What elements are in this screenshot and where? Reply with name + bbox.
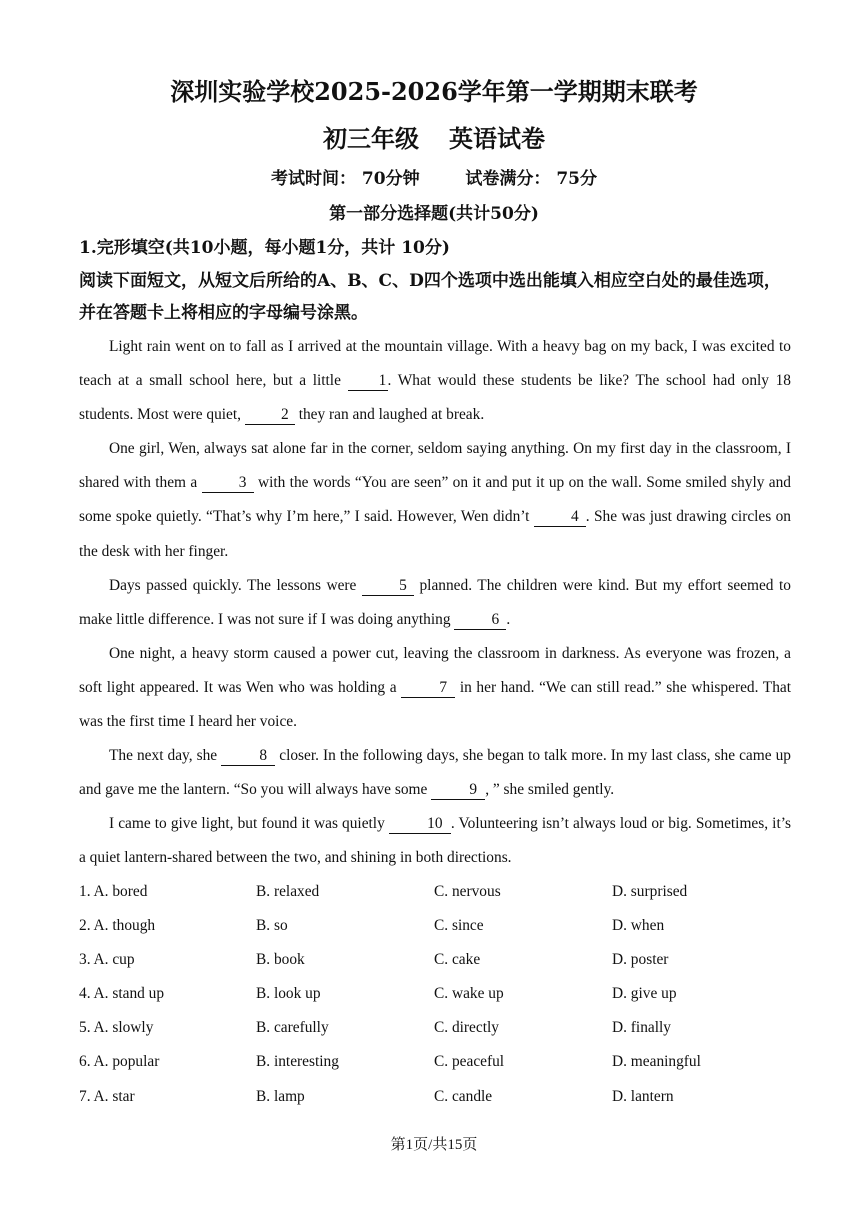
option-d: D. give up — [612, 985, 677, 1003]
option-d: D. poster — [612, 951, 669, 969]
option-c: C. directly — [434, 1019, 499, 1037]
time-label: 考试时间： — [270, 169, 356, 189]
blank-4: 4 — [534, 508, 586, 527]
option-b: B. book — [256, 951, 305, 969]
option-b: B. relaxed — [256, 883, 320, 900]
passage-text: . What would these students be like? The school had only 18 students. Most were quiet, — [79, 372, 791, 424]
option-b: B. so — [256, 917, 288, 935]
option-a: 4. A. stand up — [79, 985, 165, 1003]
option-row — [79, 1045, 791, 1079]
blank-7: 7 — [401, 679, 455, 698]
passage-text: Light rain went on to fall as I arrived at the mountain village. With a heavy bag on my back, I was excited to teach at a small school here, but a little — [79, 338, 791, 390]
option-c: C. cake — [434, 951, 481, 969]
passage-text: . She was just drawing circles on the desk with her finger. — [79, 508, 791, 560]
passage-text: with the words “You are seen” on it and put it up on the wall. Some smiled shyly and some spoke quietly. “That’s why I’m here,” I said. However, Wen didn’t — [79, 474, 791, 526]
option-a: 6. A. popular — [79, 1053, 160, 1071]
option-d: D. surprised — [612, 883, 688, 900]
option-row — [79, 909, 791, 943]
passage-paragraph — [79, 637, 791, 739]
passage-paragraph — [79, 569, 791, 637]
passage-text: One girl, Wen, always sat alone far in the corner, seldom saying anything. On my first day in the classroom, I shared with them a — [79, 440, 791, 492]
blank-2: 2 — [245, 406, 295, 425]
exam-title: 深圳实验学校2025-2026学年第一学期期末联考 — [170, 77, 698, 106]
option-c: C. since — [434, 917, 484, 935]
option-d: D. lantern — [612, 1087, 674, 1105]
option-a: 5. A. slowly — [79, 1019, 154, 1037]
option-row — [79, 977, 791, 1011]
grade-label: 初三年级 — [323, 124, 419, 153]
exam-subtitle — [0, 119, 868, 154]
passage-text: in her hand. “We can still read.” she whispered. That was the first time I heard her voice. — [79, 678, 791, 731]
option-row — [79, 875, 791, 909]
section-heading: 1.完形填空(共10小题，每小题1分，共计 10分) — [79, 238, 450, 258]
option-c: C. wake up — [434, 985, 504, 1003]
passage-paragraph — [79, 739, 791, 807]
score-value: 75分 — [556, 169, 598, 189]
option-d: D. finally — [612, 1019, 671, 1037]
option-c: C. nervous — [434, 883, 501, 900]
cloze-passage — [79, 330, 791, 876]
passage-text: The next day, she — [109, 747, 222, 765]
option-row — [79, 943, 791, 977]
page-number: 第1页/共15页 — [390, 1137, 478, 1153]
option-d: D. meaningful — [612, 1053, 701, 1071]
score-label: 试卷满分： — [465, 169, 551, 189]
option-d: D. when — [612, 917, 665, 935]
blank-8: 8 — [221, 747, 275, 766]
option-b: B. interesting — [256, 1053, 339, 1071]
option-b: B. look up — [256, 985, 321, 1003]
option-b: B. carefully — [256, 1019, 329, 1037]
time-value: 70分钟 — [361, 169, 420, 189]
passage-paragraph — [79, 807, 791, 875]
option-a: 7. A. star — [79, 1087, 135, 1105]
blank-10: 10 — [389, 815, 451, 834]
option-c: C. peaceful — [434, 1053, 505, 1071]
passage-text: . — [506, 610, 511, 628]
passage-text: Days passed quickly. The lessons were — [109, 576, 362, 594]
blank-3: 3 — [202, 474, 254, 493]
passage-text: I came to give light, but found it was quietly — [109, 815, 389, 833]
passage-text: planned. The children were kind. But my effort seemed to make little difference. I was not sure if I was doing anything — [79, 576, 792, 628]
option-a: 3. A. cup — [79, 951, 135, 969]
blank-5: 5 — [362, 577, 414, 596]
part-title: 第一部分选择题(共计50分) — [329, 204, 539, 224]
passage-text: One night, a heavy storm caused a power cut, leaving the classroom in darkness. As everyone was frozen, a soft light appeared. It was Wen who was holding a — [79, 644, 791, 696]
option-a: 1. A. bored — [79, 883, 148, 900]
option-row — [79, 1080, 791, 1114]
option-b: B. lamp — [256, 1087, 305, 1105]
passage-text: they ran and laughed at break. — [294, 406, 485, 424]
option-a: 2. A. though — [79, 917, 156, 935]
option-row — [79, 1011, 791, 1045]
answer-options — [79, 875, 791, 1114]
blank-6: 6 — [454, 611, 506, 630]
subject-label: 英语试卷 — [449, 124, 545, 153]
passage-text: . Volunteering isn’t always loud or big. Sometimes, it’s a quiet lantern-shared between the two, and shining in both directions. — [79, 815, 791, 867]
passage-paragraph — [79, 432, 791, 568]
option-c: C. candle — [434, 1087, 493, 1105]
section-instruction: 阅读下面短文，从短文后所给的A、B、C、D四个选项中选出能填入相应空白处的最佳选项，并在答题卡上将相应的字母编号涂黑。 — [79, 271, 781, 323]
passage-text: , ” she smiled gently. — [485, 781, 615, 799]
passage-text: closer. In the following days, she began to talk more. In my last class, she came up and gave me the lantern. “So you will always have some — [79, 747, 791, 799]
blank-1: 1 — [348, 372, 388, 391]
passage-paragraph — [79, 330, 791, 432]
blank-9: 9 — [431, 781, 485, 800]
exam-meta — [0, 164, 868, 189]
